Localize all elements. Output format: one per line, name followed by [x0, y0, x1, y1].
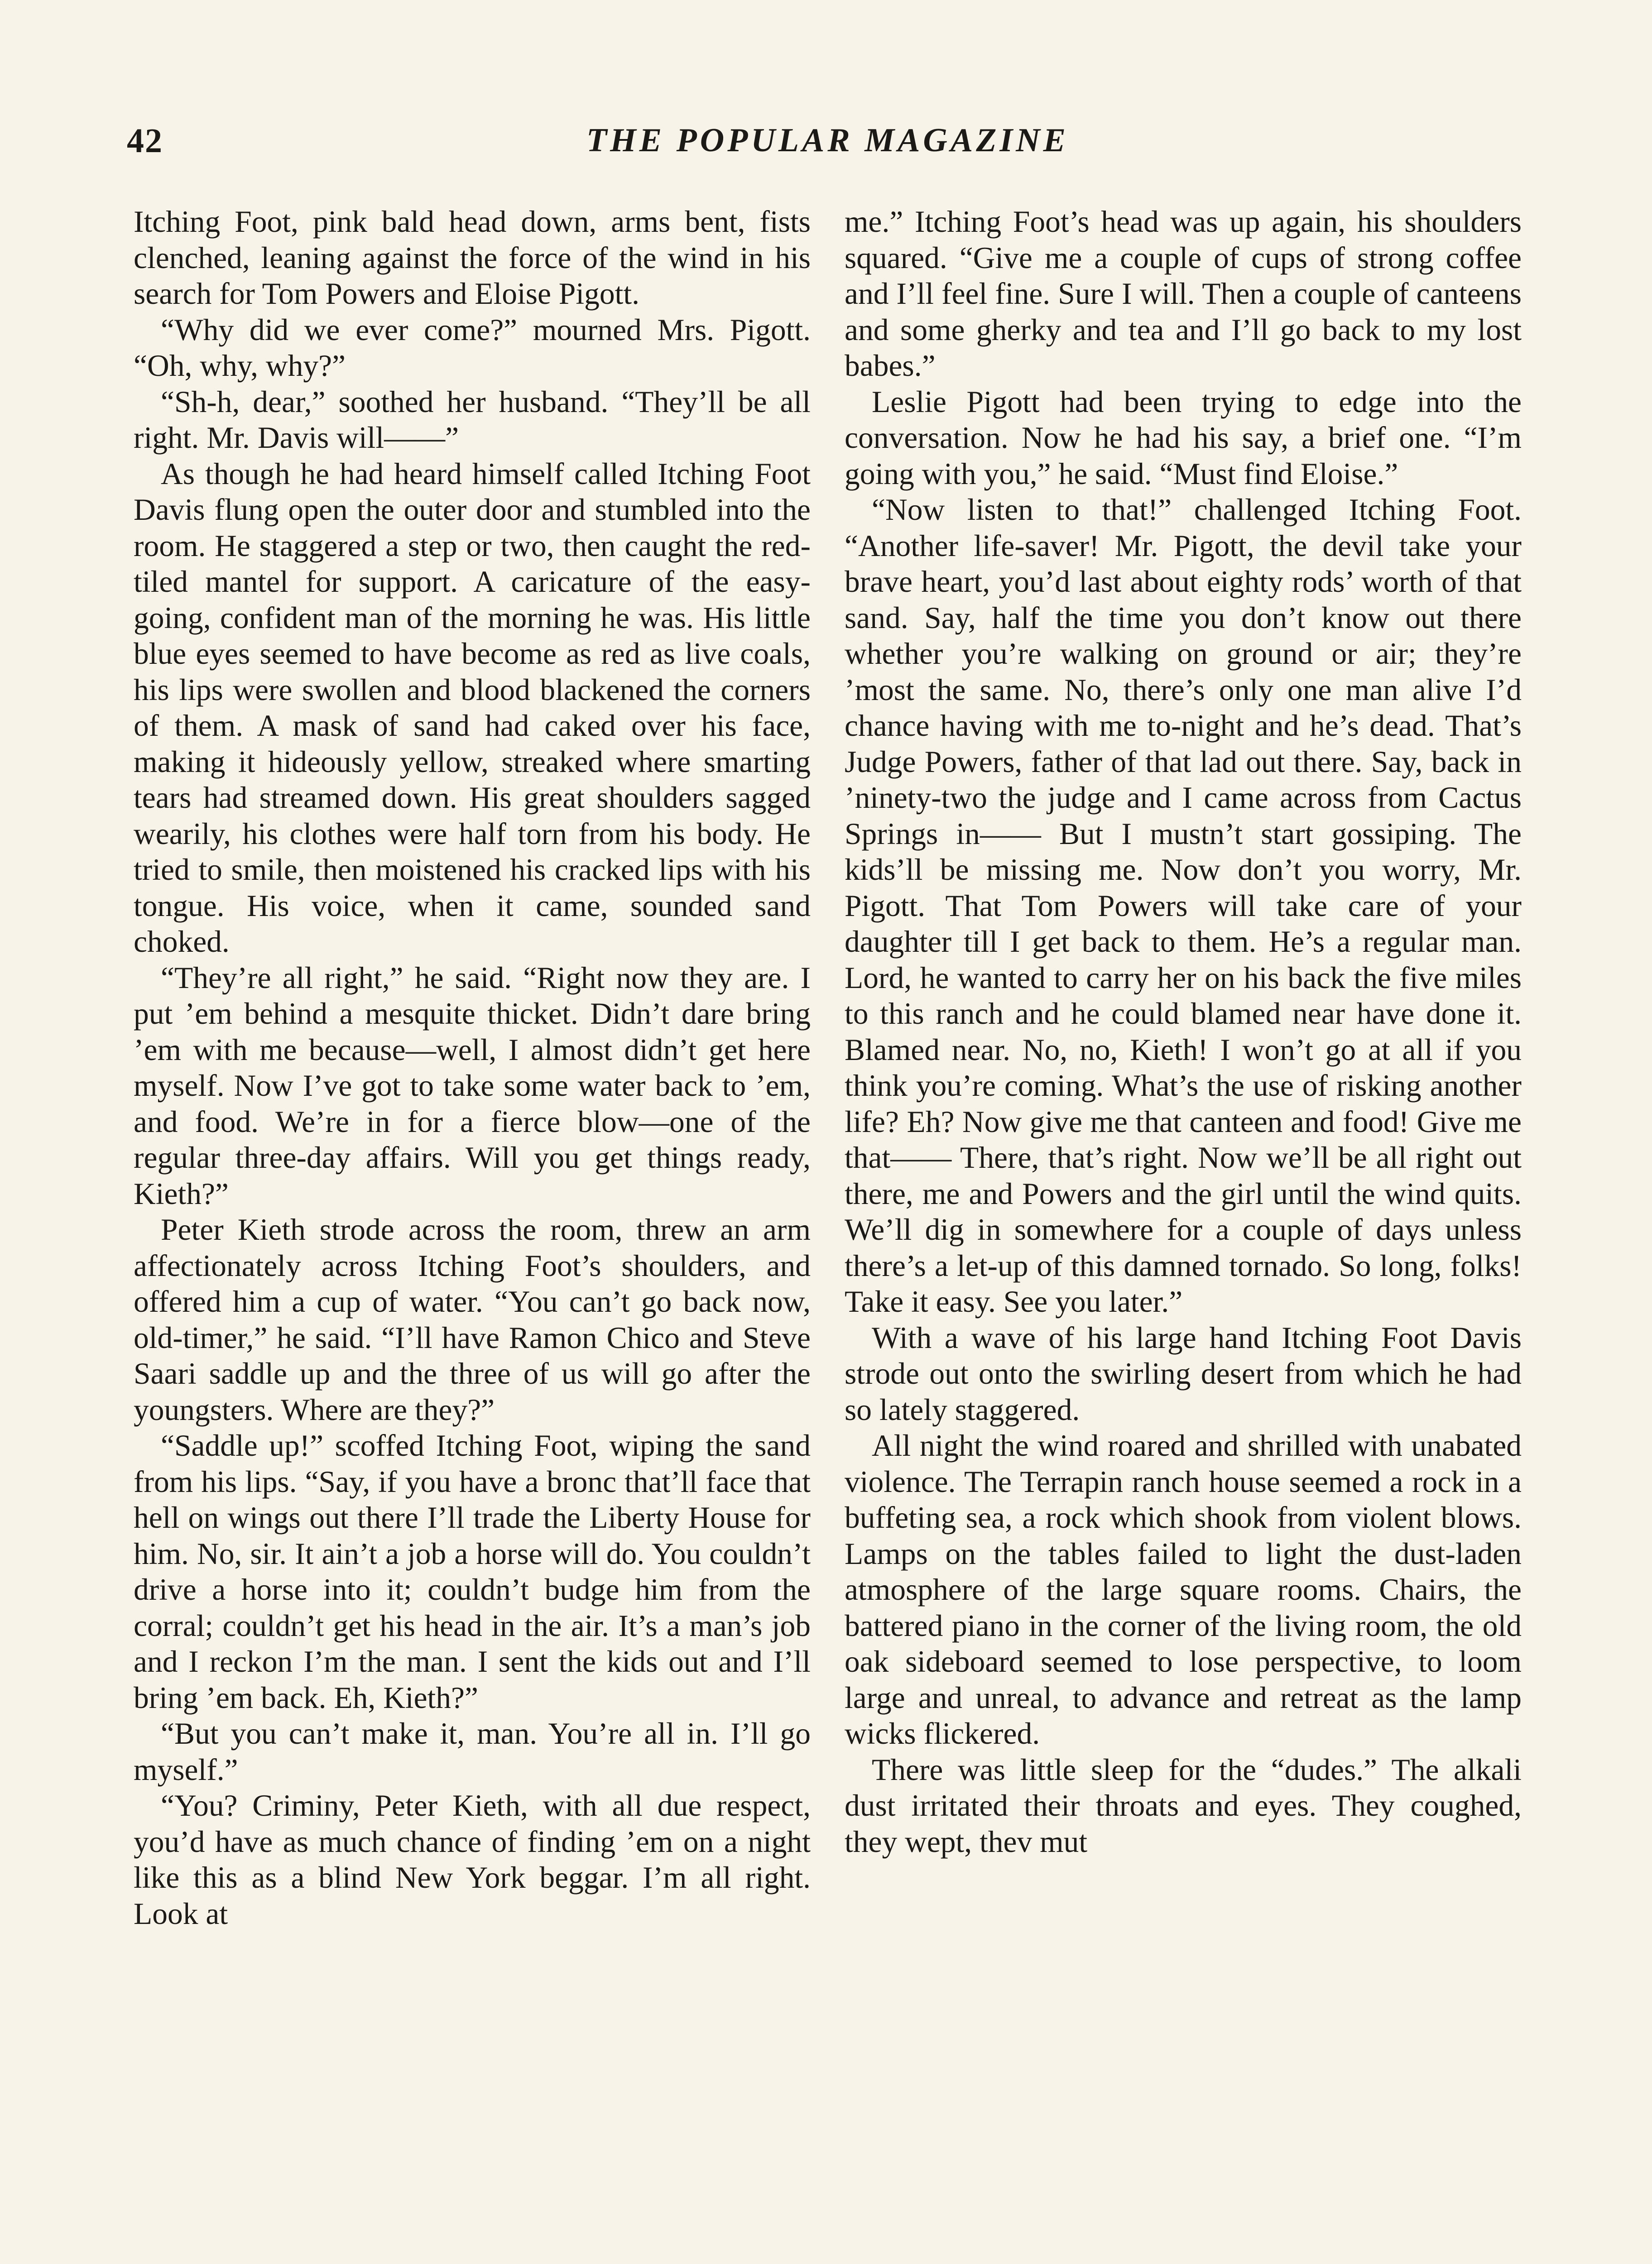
- page-header: [127, 121, 1528, 171]
- paragraph: “Now listen to that!” challenged Itching Foot. “Another life-saver! Mr. Pigott, the devil take your brave heart, you’d last about eighty rods’ worth of that sand. Say, half the time you don’t know out there whether you’re walking on ground or air; they’re ’most the same. No, there’s only one man alive I’d chance having with me to-night and he’s dead. That’s Judge Powers, father of that lad out there. Say, back in ’ninety-two the judge and I came across from Cactus Springs in—— But I mustn’t start gossiping. The kids’ll be missing me. Now don’t you worry, Mr. Pigott. That Tom Powers will take care of your daughter till I get back to them. He’s a regular man. Lord, he wanted to carry her on his back the five miles to this ranch and he could blamed near have done it. Blamed near. No, no, Kieth! I won’t go at all if you think you’re coming. What’s the use of risking another life? Eh? Now give me that canteen and food! Give me that—— There, that’s right. Now we’ll be all right out there, me and Powers and the girl until the wind quits. We’ll dig in somewhere for a couple of days unless there’s a let-up of this damned tornado. So long, folks! Take it easy. See you later.”: [845, 493, 1522, 1319]
- paragraph: “Sh-h, dear,” soothed her husband. “They’ll be all right. Mr. Davis will——”: [134, 384, 811, 455]
- right-column: [845, 204, 1522, 1860]
- left-column: [134, 204, 811, 1932]
- paragraph: me.” Itching Foot’s head was up again, his shoulders squared. “Give me a couple of cups of strong coffee and I’ll feel fine. Sure I will. Then a couple of canteens and some gherky and tea and I’ll go back to my lost babes.”: [845, 205, 1522, 383]
- paragraph: There was little sleep for the “dudes.” The alkali dust irritated their throats and eyes. They coughed, they wept, thev mut: [845, 1752, 1522, 1859]
- paragraph: All night the wind roared and shrilled with unabated violence. The Terrapin ranch house seemed a rock in a buffeting sea, a rock which shook from violent blows. Lamps on the tables failed to light the dust-laden atmosphere of the large square rooms. Chairs, the battered piano in the corner of the living room, the old oak sideboard seemed to lose perspective, to loom large and unreal, to advance and retreat as the lamp wicks flickered.: [845, 1429, 1522, 1751]
- paragraph: As though he had heard himself called Itching Foot Davis flung open the outer door and stumbled into the room. He staggered a step or two, then caught the red-tiled mantel for support. A caricature of the easy-going, confident man of the morning he was. His little blue eyes seemed to have become as red as live coals, his lips were swollen and blood blackened the corners of them. A mask of sand had caked over his face, making it hideously yellow, streaked where smarting tears had streamed down. His great shoulders sagged wearily, his clothes were half torn from his body. He tried to smile, then moistened his cracked lips with his tongue. His voice, when it came, sounded sand choked.: [134, 456, 811, 959]
- paragraph: “Why did we ever come?” mourned Mrs. Pigott. “Oh, why, why?”: [134, 312, 811, 383]
- running-title: THE POPULAR MAGAZINE: [586, 122, 1069, 159]
- paragraph: Itching Foot, pink bald head down, arms bent, fists clenched, leaning against the force of the wind in his search for Tom Powers and Eloise Pigott.: [134, 205, 811, 311]
- paragraph: Leslie Pigott had been trying to edge into the conversation. Now he had his say, a brief one. “I’m going with you,” he said. “Must find Eloise.”: [845, 384, 1522, 491]
- paragraph: “They’re all right,” he said. “Right now they are. I put ’em behind a mesquite thicket. Didn’t dare bring ’em with me because—well, I almost didn’t get here myself. Now I’ve got to take some water back to ’em, and food. We’re in for a fierce blow—one of the regular three-day affairs. Will you get things ready, Kieth?”: [134, 960, 811, 1211]
- page-number: 42: [127, 122, 163, 160]
- paragraph: Peter Kieth strode across the room, threw an arm affectionately across Itching Foot’s shoulders, and offered him a cup of water. “You can’t go back now, old-timer,” he said. “I’ll have Ramon Chico and Steve Saari saddle up and the three of us will go after the youngsters. Where are they?”: [134, 1213, 811, 1427]
- paragraph: With a wave of his large hand Itching Foot Davis strode out onto the swirling desert from which he had so lately staggered.: [845, 1320, 1522, 1427]
- paragraph: “You? Criminy, Peter Kieth, with all due respect, you’d have as much chance of finding ’em on a night like this as a blind New York beggar. I’m all right. Look at: [134, 1789, 811, 1931]
- paragraph: “Saddle up!” scoffed Itching Foot, wiping the sand from his lips. “Say, if you have a bronc that’ll face that hell on wings out there I’ll trade the Liberty House for him. No, sir. It ain’t a job a horse will do. You couldn’t drive a horse into it; couldn’t budge him from the corral; couldn’t get his head in the air. It’s a man’s job and I reckon I’m the man. I sent the kids out and I’ll bring ’em back. Eh, Kieth?”: [134, 1429, 811, 1715]
- paragraph: “But you can’t make it, man. You’re all in. I’ll go myself.”: [134, 1717, 811, 1787]
